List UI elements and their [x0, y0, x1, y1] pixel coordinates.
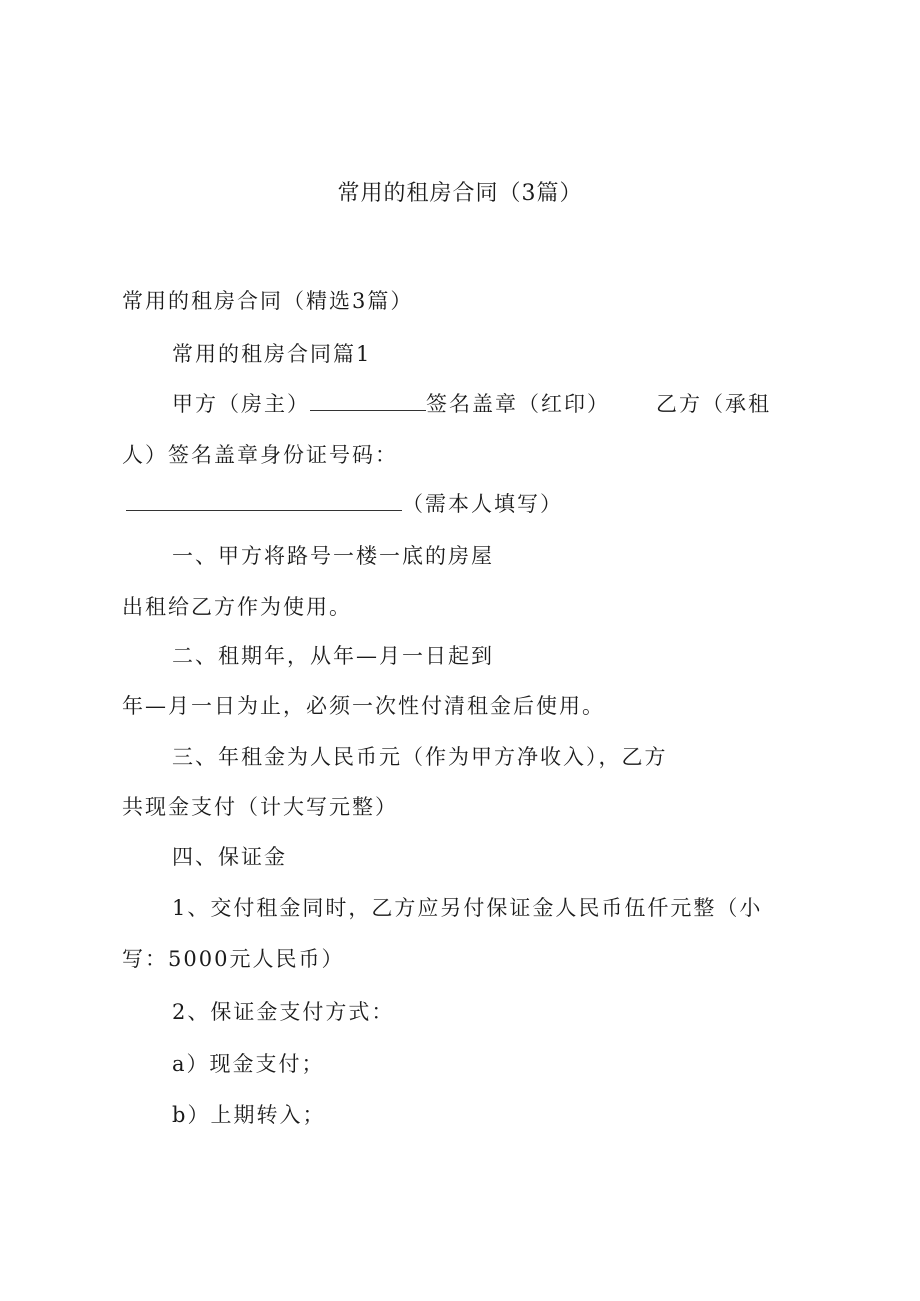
clause-2-line-1: 二、租期年，从年—月一日起到 [172, 644, 494, 668]
id-number-blank [126, 490, 402, 511]
clause-4-heading: 四、保证金 [172, 845, 287, 869]
party-a-sign: 签名盖章（红印） [426, 392, 610, 416]
party-line [172, 388, 771, 418]
clause-3-line-1: 三、年租金为人民币元（作为甲方净收入），乙方 [172, 745, 668, 769]
document-title: 常用的租房合同（3篇） [337, 181, 583, 206]
clause-1-line-2: 出租给乙方作为使用。 [122, 595, 352, 619]
clause-4-2-heading: 2、保证金支付方式： [172, 1000, 395, 1024]
party-b-label: 乙方（承租 [656, 392, 771, 416]
id-fill-line [126, 488, 563, 518]
section-heading: 常用的租房合同篇1 [172, 342, 372, 366]
clause-1-line-1: 一、甲方将路号一楼一底的房屋 [172, 544, 494, 568]
clause-3-line-2: 共现金支付（计大写元整） [122, 795, 398, 819]
clause-2-line-2: 年—月一日为止，必须一次性付清租金后使用。 [122, 694, 605, 718]
clause-4-1-line-1: 1、交付租金同时，乙方应另付保证金人民币伍仟元整（小 [172, 896, 763, 920]
party-b-continuation: 人）签名盖章身份证号码： [122, 443, 398, 467]
clause-4-1-line-2: 写：5000元人民币） [122, 947, 345, 971]
party-a-label: 甲方（房主） [172, 392, 310, 416]
clause-4-2-option-a: a）现金支付； [172, 1052, 325, 1076]
party-a-blank [310, 390, 426, 411]
document-subtitle: 常用的租房合同（精选3篇） [122, 289, 414, 313]
fill-note: （需本人填写） [402, 492, 563, 516]
clause-4-2-option-b: b）上期转入； [172, 1103, 326, 1127]
